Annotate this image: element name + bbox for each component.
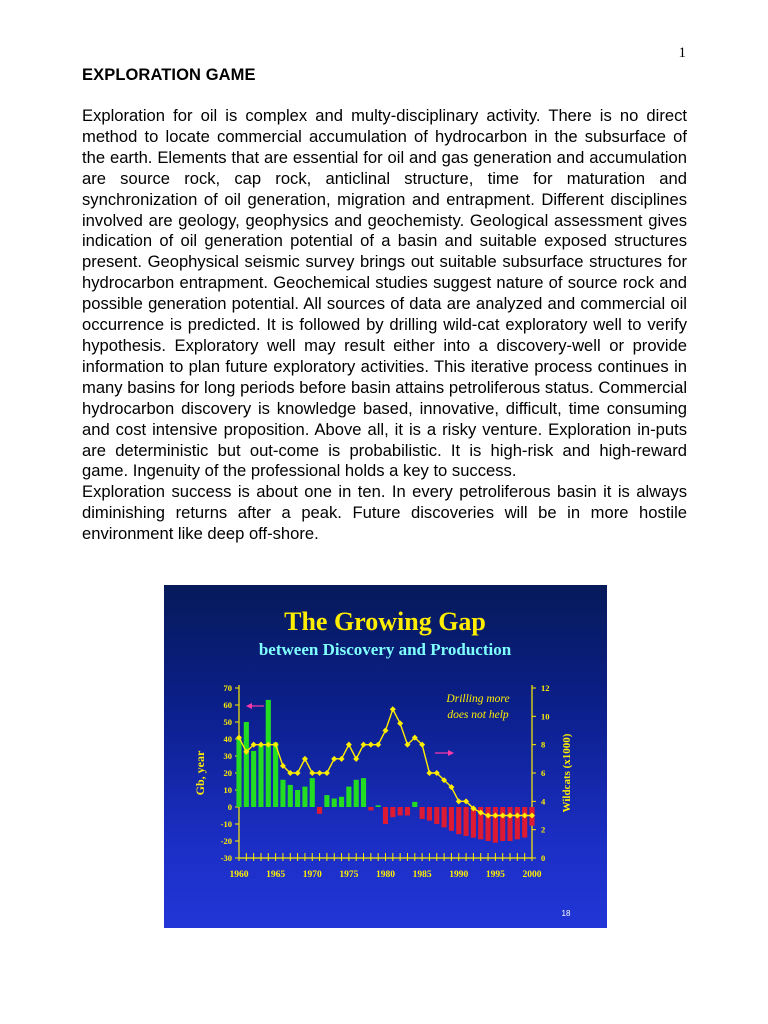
bar bbox=[258, 744, 263, 807]
y-tick-label: 30 bbox=[223, 751, 232, 761]
wildcats-point bbox=[368, 742, 374, 748]
y-tick-label: -30 bbox=[220, 853, 232, 863]
bar bbox=[361, 778, 366, 807]
y-tick-label: 40 bbox=[223, 734, 232, 744]
bar bbox=[324, 795, 329, 807]
left-arrow-head bbox=[246, 703, 252, 709]
bar bbox=[485, 807, 490, 841]
y2-tick-label: 8 bbox=[541, 739, 546, 750]
bar bbox=[398, 807, 403, 816]
wildcats-point bbox=[397, 720, 403, 726]
bar bbox=[368, 807, 373, 810]
y2-tick-label: 2 bbox=[541, 824, 546, 835]
annotation-line-2: does not help bbox=[447, 709, 509, 721]
wildcats-point bbox=[317, 770, 323, 776]
bar bbox=[266, 700, 271, 807]
bar bbox=[456, 807, 461, 834]
wildcats-point bbox=[331, 756, 337, 762]
bar bbox=[412, 802, 417, 807]
bar bbox=[515, 807, 520, 839]
x-tick-label: 1960 bbox=[229, 870, 249, 880]
y2-tick-label: 10 bbox=[541, 711, 550, 722]
bar bbox=[251, 751, 256, 807]
bar bbox=[310, 778, 315, 807]
y2-axis-label: Wildcats (x1000) bbox=[561, 733, 573, 813]
bar bbox=[500, 807, 505, 841]
wildcats-point bbox=[361, 742, 367, 748]
bar bbox=[383, 807, 388, 824]
page-number: 1 bbox=[678, 45, 686, 61]
y-tick-label: 50 bbox=[223, 717, 232, 727]
bar bbox=[317, 807, 322, 814]
document-heading: EXPLORATION GAME bbox=[82, 66, 256, 84]
chart-title: The Growing Gap bbox=[284, 607, 486, 636]
bar bbox=[376, 805, 381, 807]
wildcats-point bbox=[295, 770, 301, 776]
bar bbox=[332, 799, 337, 808]
bar bbox=[464, 807, 469, 836]
x-tick-label: 1980 bbox=[376, 870, 395, 880]
x-tick-label: 1970 bbox=[302, 870, 322, 880]
x-tick-label: 1975 bbox=[339, 870, 359, 880]
right-arrow-head bbox=[448, 750, 454, 756]
bar bbox=[346, 787, 351, 807]
bar bbox=[354, 780, 359, 807]
wildcats-point bbox=[383, 728, 389, 734]
bar bbox=[302, 787, 307, 807]
wildcats-point bbox=[426, 770, 432, 776]
paragraph-2: Exploration success is about one in ten. In every petroliferous basin it is always diminishing returns after a peak. Future discoveries will be in more hostile environment like deep off-shore. bbox=[82, 482, 687, 544]
bar bbox=[507, 807, 512, 841]
bar bbox=[236, 739, 241, 807]
y-axis-label: Gb, year bbox=[193, 750, 207, 796]
y2-tick-label: 6 bbox=[541, 768, 546, 778]
y-tick-label: 60 bbox=[223, 700, 232, 710]
chart-subtitle: between Discovery and Production bbox=[258, 640, 512, 659]
wildcats-point bbox=[309, 770, 315, 776]
bar bbox=[522, 807, 527, 838]
chart-bars bbox=[236, 700, 534, 843]
bar bbox=[339, 797, 344, 807]
wildcats-point bbox=[324, 770, 330, 776]
x-tick-label: 1985 bbox=[412, 870, 432, 880]
y-tick-label: -10 bbox=[220, 819, 232, 829]
y-tick-label: 20 bbox=[223, 768, 232, 778]
y2-tick-label: 0 bbox=[541, 853, 546, 863]
y-tick-label: 10 bbox=[223, 785, 232, 795]
annotation-line-1: Drilling more bbox=[446, 693, 510, 705]
bar bbox=[273, 742, 278, 807]
wildcats-point bbox=[346, 742, 352, 748]
bar bbox=[288, 785, 293, 807]
chart-slide bbox=[164, 585, 607, 928]
wildcats-point bbox=[353, 756, 359, 762]
bar bbox=[442, 807, 447, 827]
wildcats-point bbox=[339, 756, 345, 762]
bar bbox=[244, 722, 249, 807]
y2-tick-label: 12 bbox=[541, 683, 550, 693]
x-tick-label: 1990 bbox=[449, 870, 469, 880]
wildcats-point bbox=[456, 798, 462, 804]
bar bbox=[280, 780, 285, 807]
bar bbox=[420, 807, 425, 819]
wildcats-point bbox=[302, 756, 308, 762]
bar bbox=[471, 807, 476, 838]
x-tick-label: 2000 bbox=[522, 870, 542, 880]
x-tick-label: 1995 bbox=[485, 870, 505, 880]
bar bbox=[427, 807, 432, 821]
bar bbox=[493, 807, 498, 843]
slide-number: 18 bbox=[561, 909, 571, 918]
y2-tick-label: 4 bbox=[541, 796, 546, 807]
y-tick-label: 70 bbox=[223, 683, 232, 693]
bar bbox=[434, 807, 439, 824]
bar bbox=[390, 807, 395, 817]
body-text bbox=[82, 106, 687, 545]
wildcats-point bbox=[375, 742, 381, 748]
paragraph-1: Exploration for oil is complex and multy-disciplinary activity. There is no direct method to locate commercial accumulation of hydrocarbon in the subsurface of the earth. Elements that are essential for oil and gas generation and accumulation are source rock, cap rock, anticlinal structure, time for maturation and synchronization of oil generation, migration and entrapment. Different disciplines involved are geology, geophysics and geochemisty. Geological assessment gives indication of oil generation potential of a basin and suitable exposed structures present. Geophysical seismic survey brings out suitable subsurface structures for hydrocarbon entrapment. Geochemical studies suggest nature of source rock and possible generation potential. All sources of data are analyzed and commercial oil occurrence is predicted. It is followed by drilling wild-cat exploratory well to verify hypothesis. Exploratory well may result either into a discovery-well or provide information to plan future exploratory activities. This iterative process continues in many basins for long periods before basin attains petroliferous status. Commercial hydrocarbon discovery is knowledge based, innovative, difficult, time consuming and cost intensive proposition. Above all, it is a risky venture. Exploration in-puts are deterministic but out-come is probabilistic. It is high-risk and high-reward game. Ingenuity of the professional holds a key to success. bbox=[82, 106, 687, 481]
bar bbox=[449, 807, 454, 831]
x-tick-label: 1965 bbox=[266, 870, 286, 880]
y-tick-label: -20 bbox=[220, 836, 232, 846]
wildcats-point bbox=[390, 706, 396, 712]
y-tick-label: 0 bbox=[227, 802, 232, 812]
bar bbox=[405, 807, 410, 816]
bar bbox=[295, 790, 300, 807]
chart-svg bbox=[164, 585, 607, 928]
